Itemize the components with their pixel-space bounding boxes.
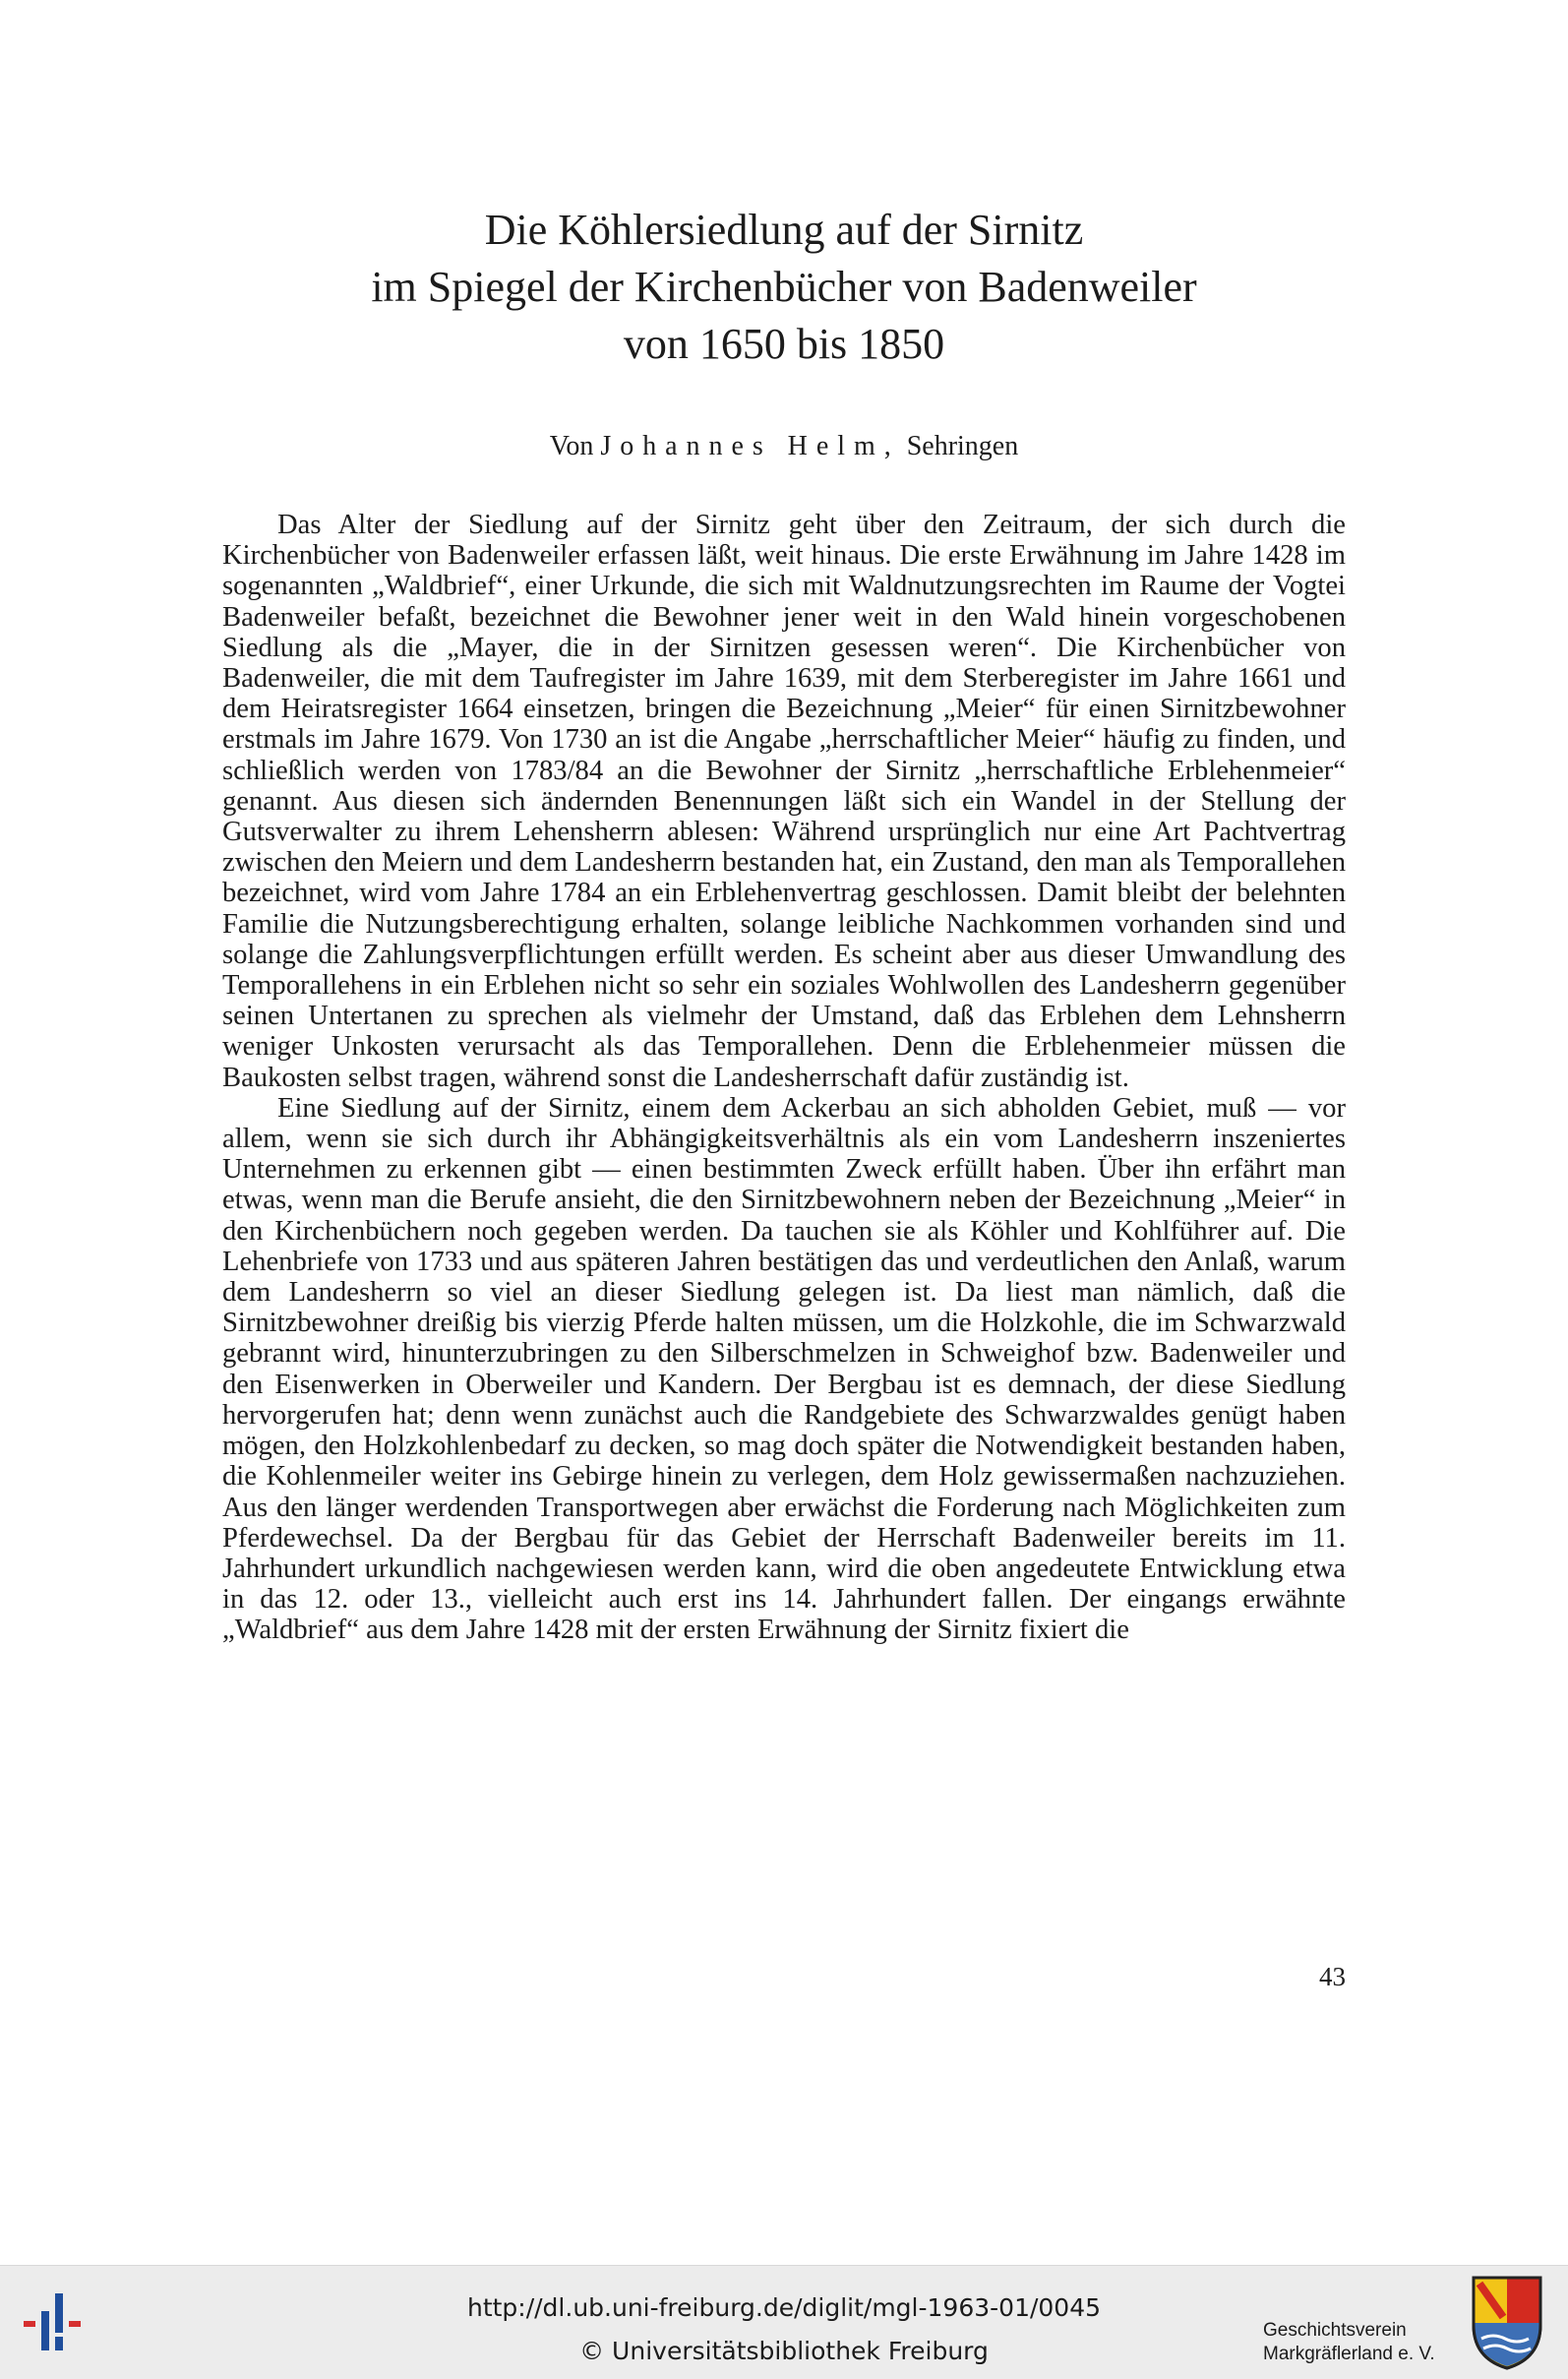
page-number: 43 (1319, 1962, 1346, 1991)
copyright-notice: © Universitätsbibliothek Freiburg (579, 2337, 989, 2365)
title-line-3: von 1650 bis 1850 (623, 320, 945, 368)
viewer-footer (0, 2265, 1568, 2379)
title-line-1: Die Köhlersiedlung auf der Sirnitz (484, 206, 1084, 254)
title-line-2: im Spiegel der Kirchenbücher von Badenweiler (371, 263, 1197, 311)
paragraph-2: Eine Siedlung auf der Sirnitz, einem dem Ackerbau an sich abholden Gebiet, muß — vor allem, wenn sie sich durch ihr Abhängigkeitsverhältnis als ein vom Landesherrn inszeniertes Unternehmen zu erkennen gibt — einen bestimmten Zweck erfüllt haben. Über ihn erfährt man etwas, wenn man die Berufe ansieht, die den Sirnitzbewohnern neben der Bezeichnung „Meier“ in den Kirchenbüchern noch gegeben werden. Da tauchen sie als Köhler und Kohlführer auf. Die Lehenbriefe von 1733 und aus späteren Jahren bestätigen das und verdeutlichen den Anlaß, warum dem Landesherrn so viel an dieser Siedlung gelegen ist. Da liest man nämlich, daß die Sirnitzbewohner dreißig bis vierzig Pferde halten müssen, um die Holzkohle, die im Schwarzwald gebrannt wird, hinunterzubringen zu den Silberschmelzen in Schweighof bzw. Badenweiler und den Eisenwerken in Oberweiler und Kandern. Der Bergbau ist es demnach, der diese Siedlung hervorgerufen hat; denn wenn zunächst auch die Randgebiete des Schwarzwaldes genügt haben mögen, den Holzkohlenbedarf zu decken, so mag doch später die Notwendigkeit bestanden haben, die Kohlenmeiler weiter ins Gebirge hinein zu verlegen, dem Holz gewissermaßen nachzuziehen. Aus den länger werdenden Transportwegen aber erwächst die Forderung nach Möglichkeiten zum Pferdewechsel. Da der Bergbau für das Gebiet der Herrschaft Badenweiler bereits im 11. Jahrhundert urkundlich nachgewiesen werden kann, wird die oben angedeutete Entwicklung etwa in das 12. oder 13., vielleicht auch erst ins 14. Jahrhundert fallen. Der eingangs erwähnte „Waldbrief“ aus dem Jahre 1428 mit der ersten Erwähnung der Sirnitz fixiert die (222, 1092, 1346, 1646)
author-place: Sehringen (906, 431, 1019, 461)
author-name: Johannes Helm, (600, 431, 900, 461)
author-prefix: Von (549, 431, 594, 461)
author-line (0, 431, 1568, 462)
society-name (1263, 2319, 1435, 2366)
coat-of-arms-icon (1470, 2274, 1544, 2372)
article-title (0, 202, 1568, 373)
society-line-2: Markgräflerland e. V. (1263, 2344, 1435, 2364)
paragraph-1: Das Alter der Siedlung auf der Sirnitz geht über den Zeitraum, der sich durch die Kirchenbücher von Badenweiler erfassen läßt, weit hinaus. Die erste Erwähnung im Jahre 1428 im sogenannten „Waldbrief“, einer Urkunde, die sich mit Waldnutzungsrechten im Raume der Vogtei Badenweiler befaßt, bezeichnet die Bewohner jener weit in den Wald hinein vorgeschobenen Siedlung als die „Mayer, die in der Sirnitzen gesessen weren“. Die Kirchenbücher von Badenweiler, die mit dem Taufregister im Jahre 1639, mit dem Sterberegister im Jahre 1661 und dem Heiratsregister 1664 einsetzen, bringen die Bezeichnung „Meier“ für einen Sirnitzbewohner erstmals im Jahre 1679. Von 1730 an ist die Angabe „herrschaftlicher Meier“ häufig zu finden, und schließlich werden von 1783/84 an die Bewohner der Sirnitz „herrschaftliche Erblehenmeier“ genannt. Aus diesen sich ändernden Benennungen läßt sich ein Wandel in der Stellung der Gutsverwalter zu ihrem Lehensherrn ablesen: Während ursprünglich nur eine Art Pachtvertrag zwischen den Meiern und dem Landesherrn bestanden hat, ein Zustand, den man als Temporallehen bezeichnet, wird vom Jahre 1784 an ein Erblehenvertrag geschlossen. Damit bleibt der belehnten Familie die Nutzungsberechtigung erhalten, solange leibliche Nachkommen vorhanden sind und solange die Zahlungsverpflichtungen erfüllt werden. Es scheint aber aus dieser Umwandlung des Temporallehens in ein Erblehen nicht so sehr ein soziales Wohlwollen des Landesherrn gegenüber seinen Untertanen zu sprechen als vielmehr der Umstand, daß das Erblehen dem Lehnsherrn weniger Unkosten verursacht als das Temporallehen. Denn die Erblehenmeier müssen die Baukosten selbst tragen, während sonst die Landesherrschaft dafür zuständig ist. (222, 510, 1346, 1093)
document-url[interactable]: http://dl.ub.uni-freiburg.de/diglit/mgl-1963-01/0045 (466, 2293, 1102, 2322)
society-line-1: Geschichtsverein (1263, 2320, 1407, 2341)
article-body (222, 510, 1346, 1646)
